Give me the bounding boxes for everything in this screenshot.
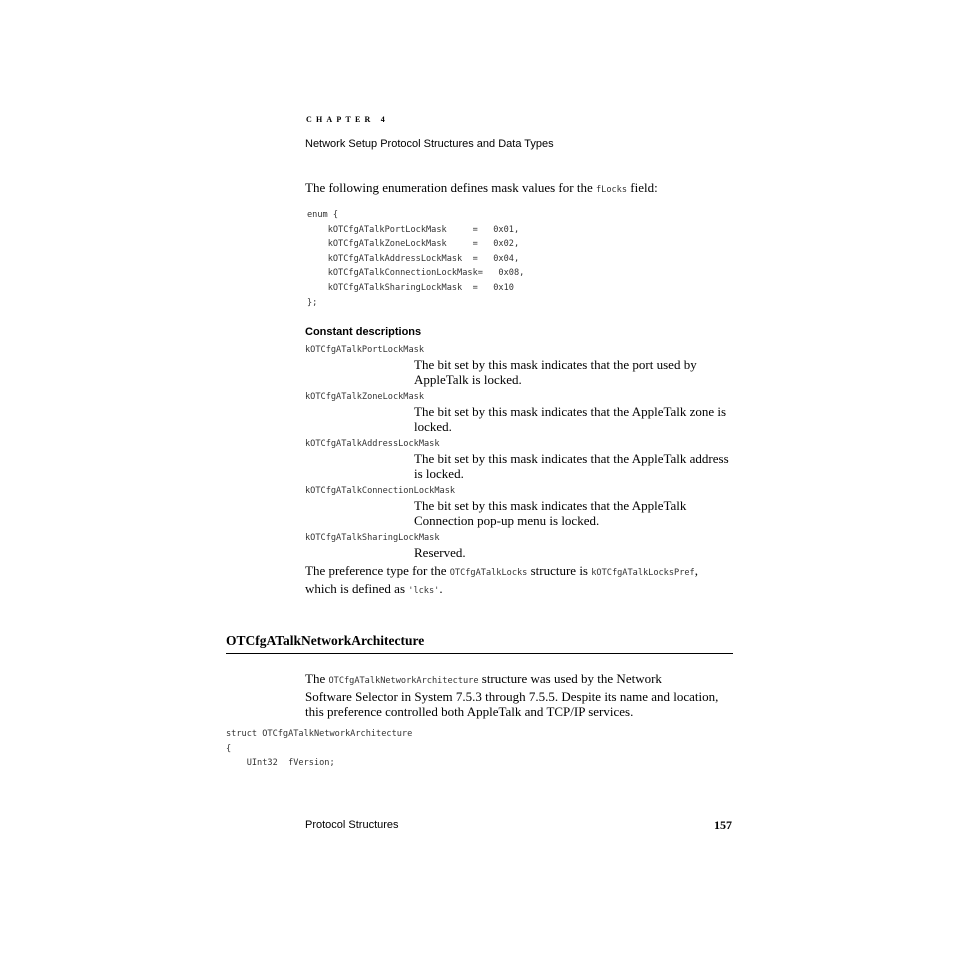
code-run: OTCfgATalkNetworkArchitecture (328, 676, 479, 686)
constant-term: kOTCfgATalkAddressLockMask (305, 439, 440, 449)
text-run: which is defined as (305, 581, 409, 596)
section-heading: OTCfgATalkNetworkArchitecture (226, 633, 425, 648)
struct-code-block: struct OTCfgATalkNetworkArchitecture { UInt32 fVersion; (226, 729, 413, 769)
constant-description: Reserved. (414, 545, 466, 560)
intro-text-end: field: (627, 180, 658, 195)
heading-rule (226, 653, 733, 654)
constant-term: kOTCfgATalkSharingLockMask (305, 533, 440, 543)
intro-text: The following enumeration defines mask values for the (305, 180, 596, 195)
paragraph-line: this preference controlled both AppleTalk and TCP/IP services. (305, 704, 634, 719)
code-run: 'lcks' (408, 586, 440, 596)
intro-paragraph (305, 180, 658, 198)
code-run: kOTCfgATalkLocksPref (591, 568, 695, 578)
text-run: The preference type for the (305, 563, 450, 578)
intro-code: fLocks (595, 185, 628, 195)
text-run: structure was used by the Network (478, 671, 662, 686)
enum-code-block: enum { kOTCfgATalkPortLockMask = 0x01, kOTCfgATalkZoneLockMask = 0x02, kOTCfgATalkAddressLockMask = 0x04, kOTCfgATalkConnectionLockMask= 0x08, kOTCfgATalkSharingLockMask = 0x10 }; (307, 210, 525, 308)
constant-term: kOTCfgATalkZoneLockMask (305, 392, 424, 402)
text-run: , (694, 563, 698, 578)
constant-description: The bit set by this mask indicates that the AppleTalk address is locked. (414, 451, 729, 481)
constant-term: kOTCfgATalkPortLockMask (305, 345, 424, 355)
page-number: 157 (714, 818, 732, 832)
paragraph-line: Software Selector in System 7.5.3 through 7.5.5. Despite its name and location, (305, 689, 719, 704)
section-paragraph (305, 671, 718, 719)
constant-description: The bit set by this mask indicates that the port used by AppleTalk is locked. (414, 357, 697, 387)
footer-section-title: Protocol Structures (305, 819, 399, 831)
chapter-label: CHAPTER 4 (306, 115, 389, 124)
preference-line (305, 581, 698, 599)
constant-description: The bit set by this mask indicates that the AppleTalk zone is locked. (414, 404, 727, 434)
constant-term: kOTCfgATalkConnectionLockMask (305, 486, 456, 496)
preference-line (305, 563, 698, 581)
text-run: structure is (527, 563, 592, 578)
preference-paragraph (305, 563, 698, 599)
text-run: . (439, 581, 443, 596)
paragraph-line (305, 671, 718, 689)
code-run: OTCfgATalkLocks (449, 568, 528, 578)
constants-heading: Constant descriptions (305, 326, 422, 338)
constant-description: The bit set by this mask indicates that the AppleTalk Connection pop-up menu is locked. (414, 498, 687, 528)
text-run: The (305, 671, 329, 686)
running-title: Network Setup Protocol Structures and Data Types (305, 138, 554, 150)
